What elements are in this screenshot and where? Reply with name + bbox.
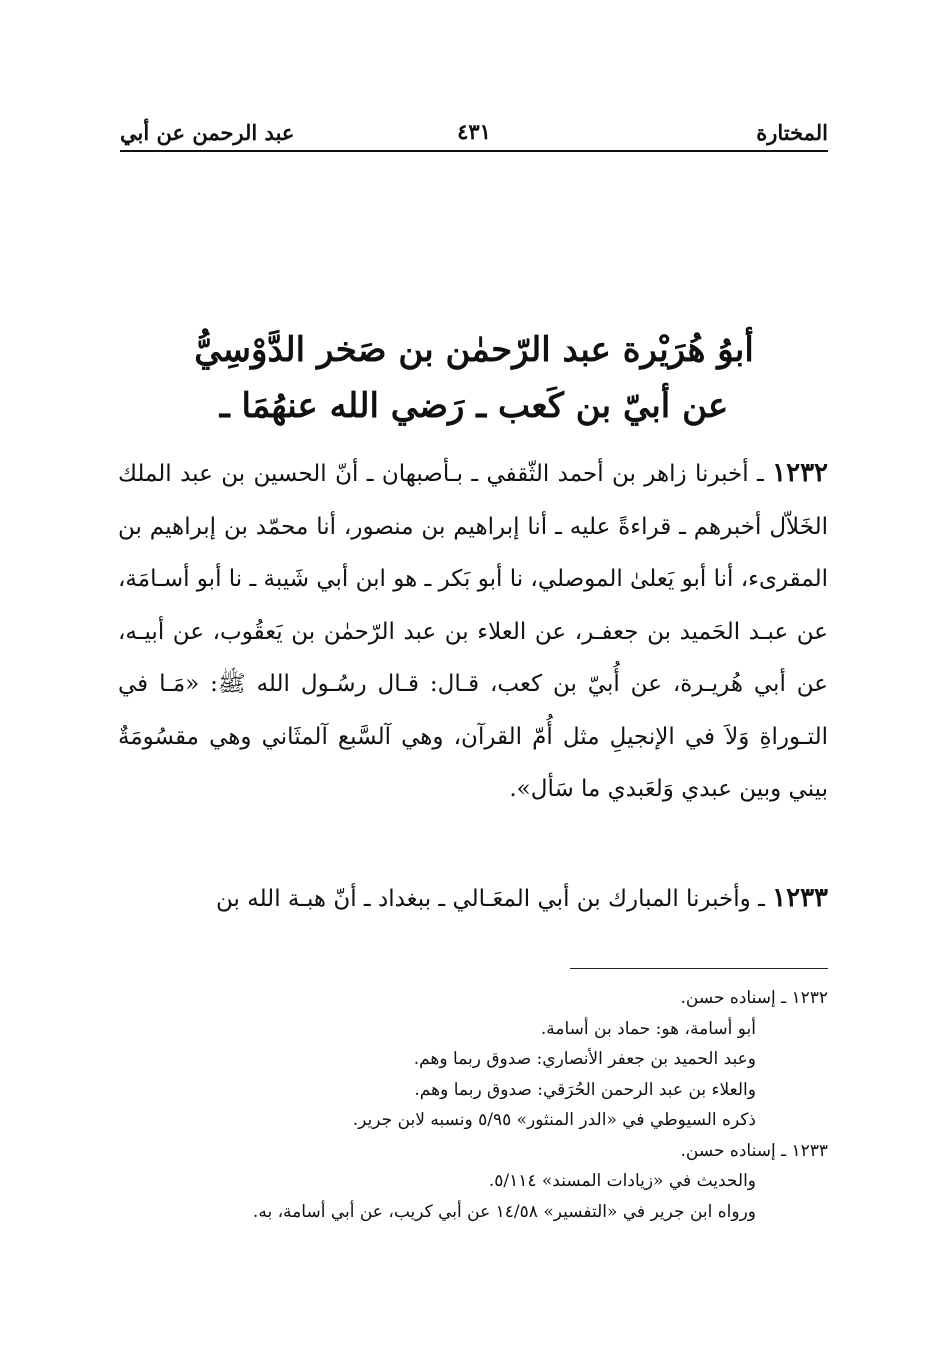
hadith-1232 — [118, 447, 828, 816]
hadith-1233 — [118, 872, 828, 926]
hadith-text: ـ وأخبرنا المبارك بن أبي المعَـالي ـ ببغداد ـ أنّ هبـة الله بن — [216, 886, 765, 912]
page-number: ٤٣١ — [457, 119, 491, 144]
header-divider — [120, 150, 828, 152]
hadith-number: ١٢٣٢ — [772, 458, 829, 488]
footnote-divider — [570, 968, 828, 969]
section-title — [120, 322, 828, 434]
footnote-line: والحديث في «زيادات المسند» ٥/١١٤. — [488, 1171, 756, 1191]
footnote-line: ورواه ابن جرير في «التفسير» ١٤/٥٨ عن أبي كريب، عن أبي أسامة، به. — [252, 1201, 756, 1222]
footnote-line: ١٢٣٣ ـ إسناده حسن. — [680, 1140, 828, 1161]
hadith-text: ـ أخبرنا زاهر بن أحمد الثّقفي ـ بـأصبهان ـ أنّ الحسين بن عبد الملك الخَلاّل أخبرهم ـ قراءةً عليه ـ أنا إبراهيم بن منصور، أنا محمّد بن إبراهيم بن المقرىء، أنا أبو يَعلىٰ الموصلي، نا أبو بَكر ـ هو ابن أبي شَيبة ـ نا أبو أسـامَة، عن عبـد الحَميد بن جعفـر، عن العلاء بن عبد الرّحمٰن بن يَعقُوب، عن أبيـه، عن أبي هُريـرة، عن أُبيّ بن كعب، قـال: قـال رسُـول الله ﷺ: «مَـا في التـوراةِ وَلاَ في الإنجيلِ مثل أُمّ القرآن، وهي آلسَّبع آلمثَاني وهي مقسُومَةٌ بيني وبين عبدي وَلعَبدي ما سَأل». — [118, 461, 828, 802]
running-header — [120, 112, 828, 152]
footnote-line: وعبد الحميد بن جعفر الأنصاري: صدوق ربما وهم. — [413, 1049, 756, 1069]
section-title-line-1: أبوُ هُرَيْرة عبد الرّحمٰن بن صَخر الدَّوْسِيُّ — [194, 330, 754, 370]
footnotes — [120, 983, 828, 1227]
hadith-number: ١٢٣٣ — [772, 883, 828, 913]
footnote-line: ١٢٣٢ ـ إسناده حسن. — [680, 988, 828, 1008]
footnote-line: أبو أسامة، هو: حماد بن أسامة. — [540, 1018, 756, 1039]
footnote-line: والعلاء بن عبد الرحمن الحُرَقي: صدوق ربما وهم. — [414, 1079, 756, 1100]
header-chapter-title: عبد الرحمن عن أبي — [120, 119, 295, 145]
header-book-title: المختارة — [756, 119, 828, 145]
footnote-line: ذكره السيوطي في «الدر المنثور» ٥/٩٥ ونسبه لابن جرير. — [352, 1110, 756, 1130]
section-title-line-2: عن أبيّ بن كَعب ـ رَضي الله عنهُمَا ـ — [219, 386, 729, 426]
